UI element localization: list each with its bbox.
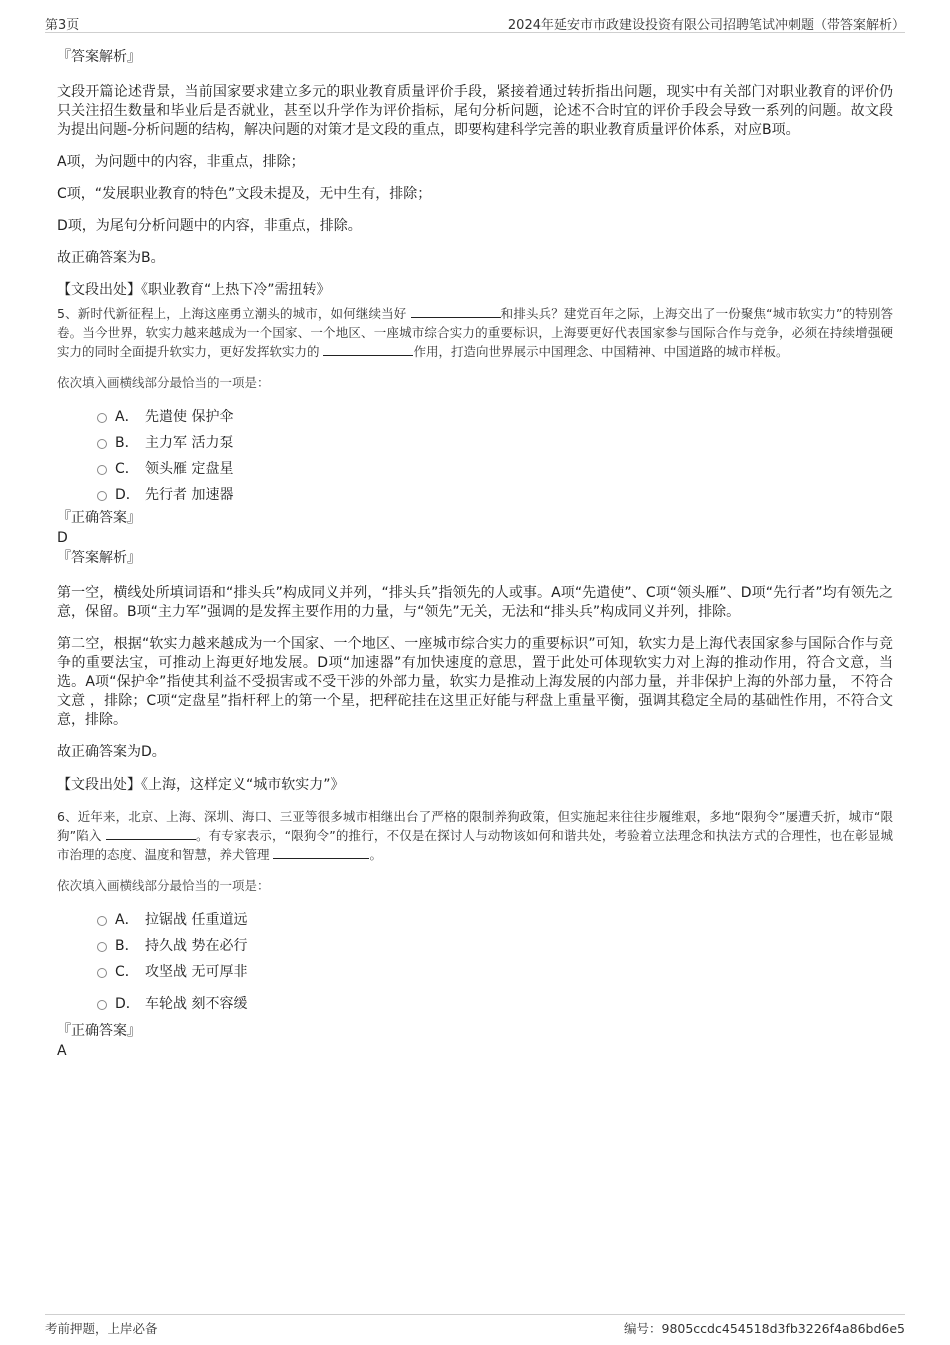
answer-statement: 故正确答案为B。 [57,250,165,266]
analysis-paragraph: 第二空，根据“软实力越来越成为一个国家、一个地区、一座城市综合实力的重要标识”可知，软实力是上海代表国家参与国际合作与竞争的重要法宝，可推动上海更好地发展。D项“加速器”有加快速度的意思，置于此处可体现软实力对上海的推动作用，符合文意，当选。A项“保护伞”指使其利益不受损害或不受干涉的外部力量，软实力是推动上海发展的内部力量，并非保护上海的外部力量， 不符合文意 ，排除；C项“定盘星”指杆秤上的第一个星，把秤砣挂在这里正好能与秤盘上重量平衡，强调其稳定全局的基础性作用，不符合文意，排除。 [57,636,893,728]
option-b[interactable]: B． 持久战 势在必行 [57,933,893,959]
analysis-paragraph: 文段开篇论述背景，当前国家要求建立多元的职业教育质量评价手段，紧接着通过转折指出问题，现实中有关部门对职业教育的评价仍只关注招生数量和毕业后是否就业，甚至以升学作为评价指标，尾句分析问题，论述不合时宜的评价手段会导致一系列的问题。故文段为提出问题-分析问题的结构，解决问题的对策才是文段的重点，即要构建科学完善的职业教育质量评价体系，对应B项。 [57,84,893,138]
analysis-paragraph: C项，“发展职业教育的特色”文段未提及，无中生有，排除； [57,186,432,202]
options-list [57,404,893,508]
question-text: 和排头兵？建党百年之际，上海交出了一份聚焦“城市软实力”的特别答卷。当今世界，软实力越来越成为一个国家、一个地区、一座城市综合实力的重要标识，上海要更好代表国家参与国际合作与竞争，必须在持续增强硬实力的同时全面提升软实力，更好发挥软实力的 [57,306,894,359]
analysis-paragraph: 第一空，横线处所填词语和“排头兵”构成同义并列，“排头兵”指领先的人或事。A项“先遣使”、C项“领头雁”、D项“先行者”均有领先之意，保留。B项“主力军”强调的是发挥主要作用的力量，与“领先”无关，无法和“排头兵”构成同义并列，排除。 [57,585,893,620]
correct-answer: D [57,530,68,546]
correct-answer-label: 『正确答案』 [57,1023,141,1039]
radio-icon[interactable] [97,968,107,978]
document-title: 2024年延安市市政建设投资有限公司招聘笔试冲刺题（带答案解析） [507,18,905,33]
question-text: 6、近年来，北京、上海、深圳、海口、三亚等很多城市相继出台了严格的限制养狗政策，但实施起来往往步履维艰，多地“限狗令”屡遭夭折，城市“限狗”陷入 [57,809,893,843]
fill-blank [106,826,196,840]
radio-icon[interactable] [97,1000,107,1010]
correct-answer: A [57,1043,67,1059]
fill-blank [273,845,369,859]
question-5-text [57,304,893,361]
source-citation: 【文段出处】《职业教育“上热下冷”需扭转》 [57,282,331,298]
document-id: 编号：9805ccdc454518d3fb3226f4a86bd6e5 [624,1321,905,1336]
question-prompt: 依次填入画横线部分最恰当的一项是： [57,878,270,893]
radio-icon[interactable] [97,413,107,423]
footer-slogan: 考前押题，上岸必备 [45,1321,158,1336]
analysis-paragraph: A项，为问题中的内容，非重点，排除； [57,154,305,170]
page-footer [45,1314,905,1335]
radio-icon[interactable] [97,465,107,475]
source-citation: 【文段出处】《上海，这样定义“城市软实力”》 [57,777,345,793]
analysis-label: 『答案解析』 [57,49,141,65]
radio-icon[interactable] [97,942,107,952]
question-text: 作用，打造向世界展示中国理念、中国精神、中国道路的城市样板。 [413,344,789,359]
question-text: 。有专家表示，“限狗令”的推行，不仅是在探讨人与动物该如何和谐共处，考验着立法理念和执法方式的合理性，也在彰显城市治理的态度、温度和智慧，养犬管理 [57,828,893,862]
page-header [45,12,905,33]
analysis-paragraph: D项，为尾句分析问题中的内容，非重点，排除。 [57,218,362,234]
radio-icon[interactable] [97,439,107,449]
question-text: 。 [369,847,382,862]
option-d[interactable]: D． 车轮战 刻不容缓 [57,991,893,1017]
correct-answer-label: 『正确答案』 [57,510,141,526]
answer-statement: 故正确答案为D。 [57,744,166,760]
fill-blank [411,304,501,318]
option-a[interactable]: A． 拉锯战 任重道远 [57,907,893,933]
radio-icon[interactable] [97,491,107,501]
option-b[interactable]: B． 主力军 活力泵 [57,430,893,456]
fill-blank [323,342,413,356]
option-c[interactable]: C． 领头雁 定盘星 [57,456,893,482]
analysis-label: 『答案解析』 [57,550,141,566]
option-a[interactable]: A． 先遣使 保护伞 [57,404,893,430]
question-6-text [57,807,893,864]
option-d[interactable]: D． 先行者 加速器 [57,482,893,508]
options-list [57,907,893,1017]
option-c[interactable]: C． 攻坚战 无可厚非 [57,959,893,985]
question-prompt: 依次填入画横线部分最恰当的一项是： [57,375,270,390]
page-number: 第3页 [45,18,80,33]
radio-icon[interactable] [97,916,107,926]
main-content [57,44,893,1061]
question-text: 5、新时代新征程上，上海这座勇立潮头的城市，如何继续当好 [57,306,411,321]
